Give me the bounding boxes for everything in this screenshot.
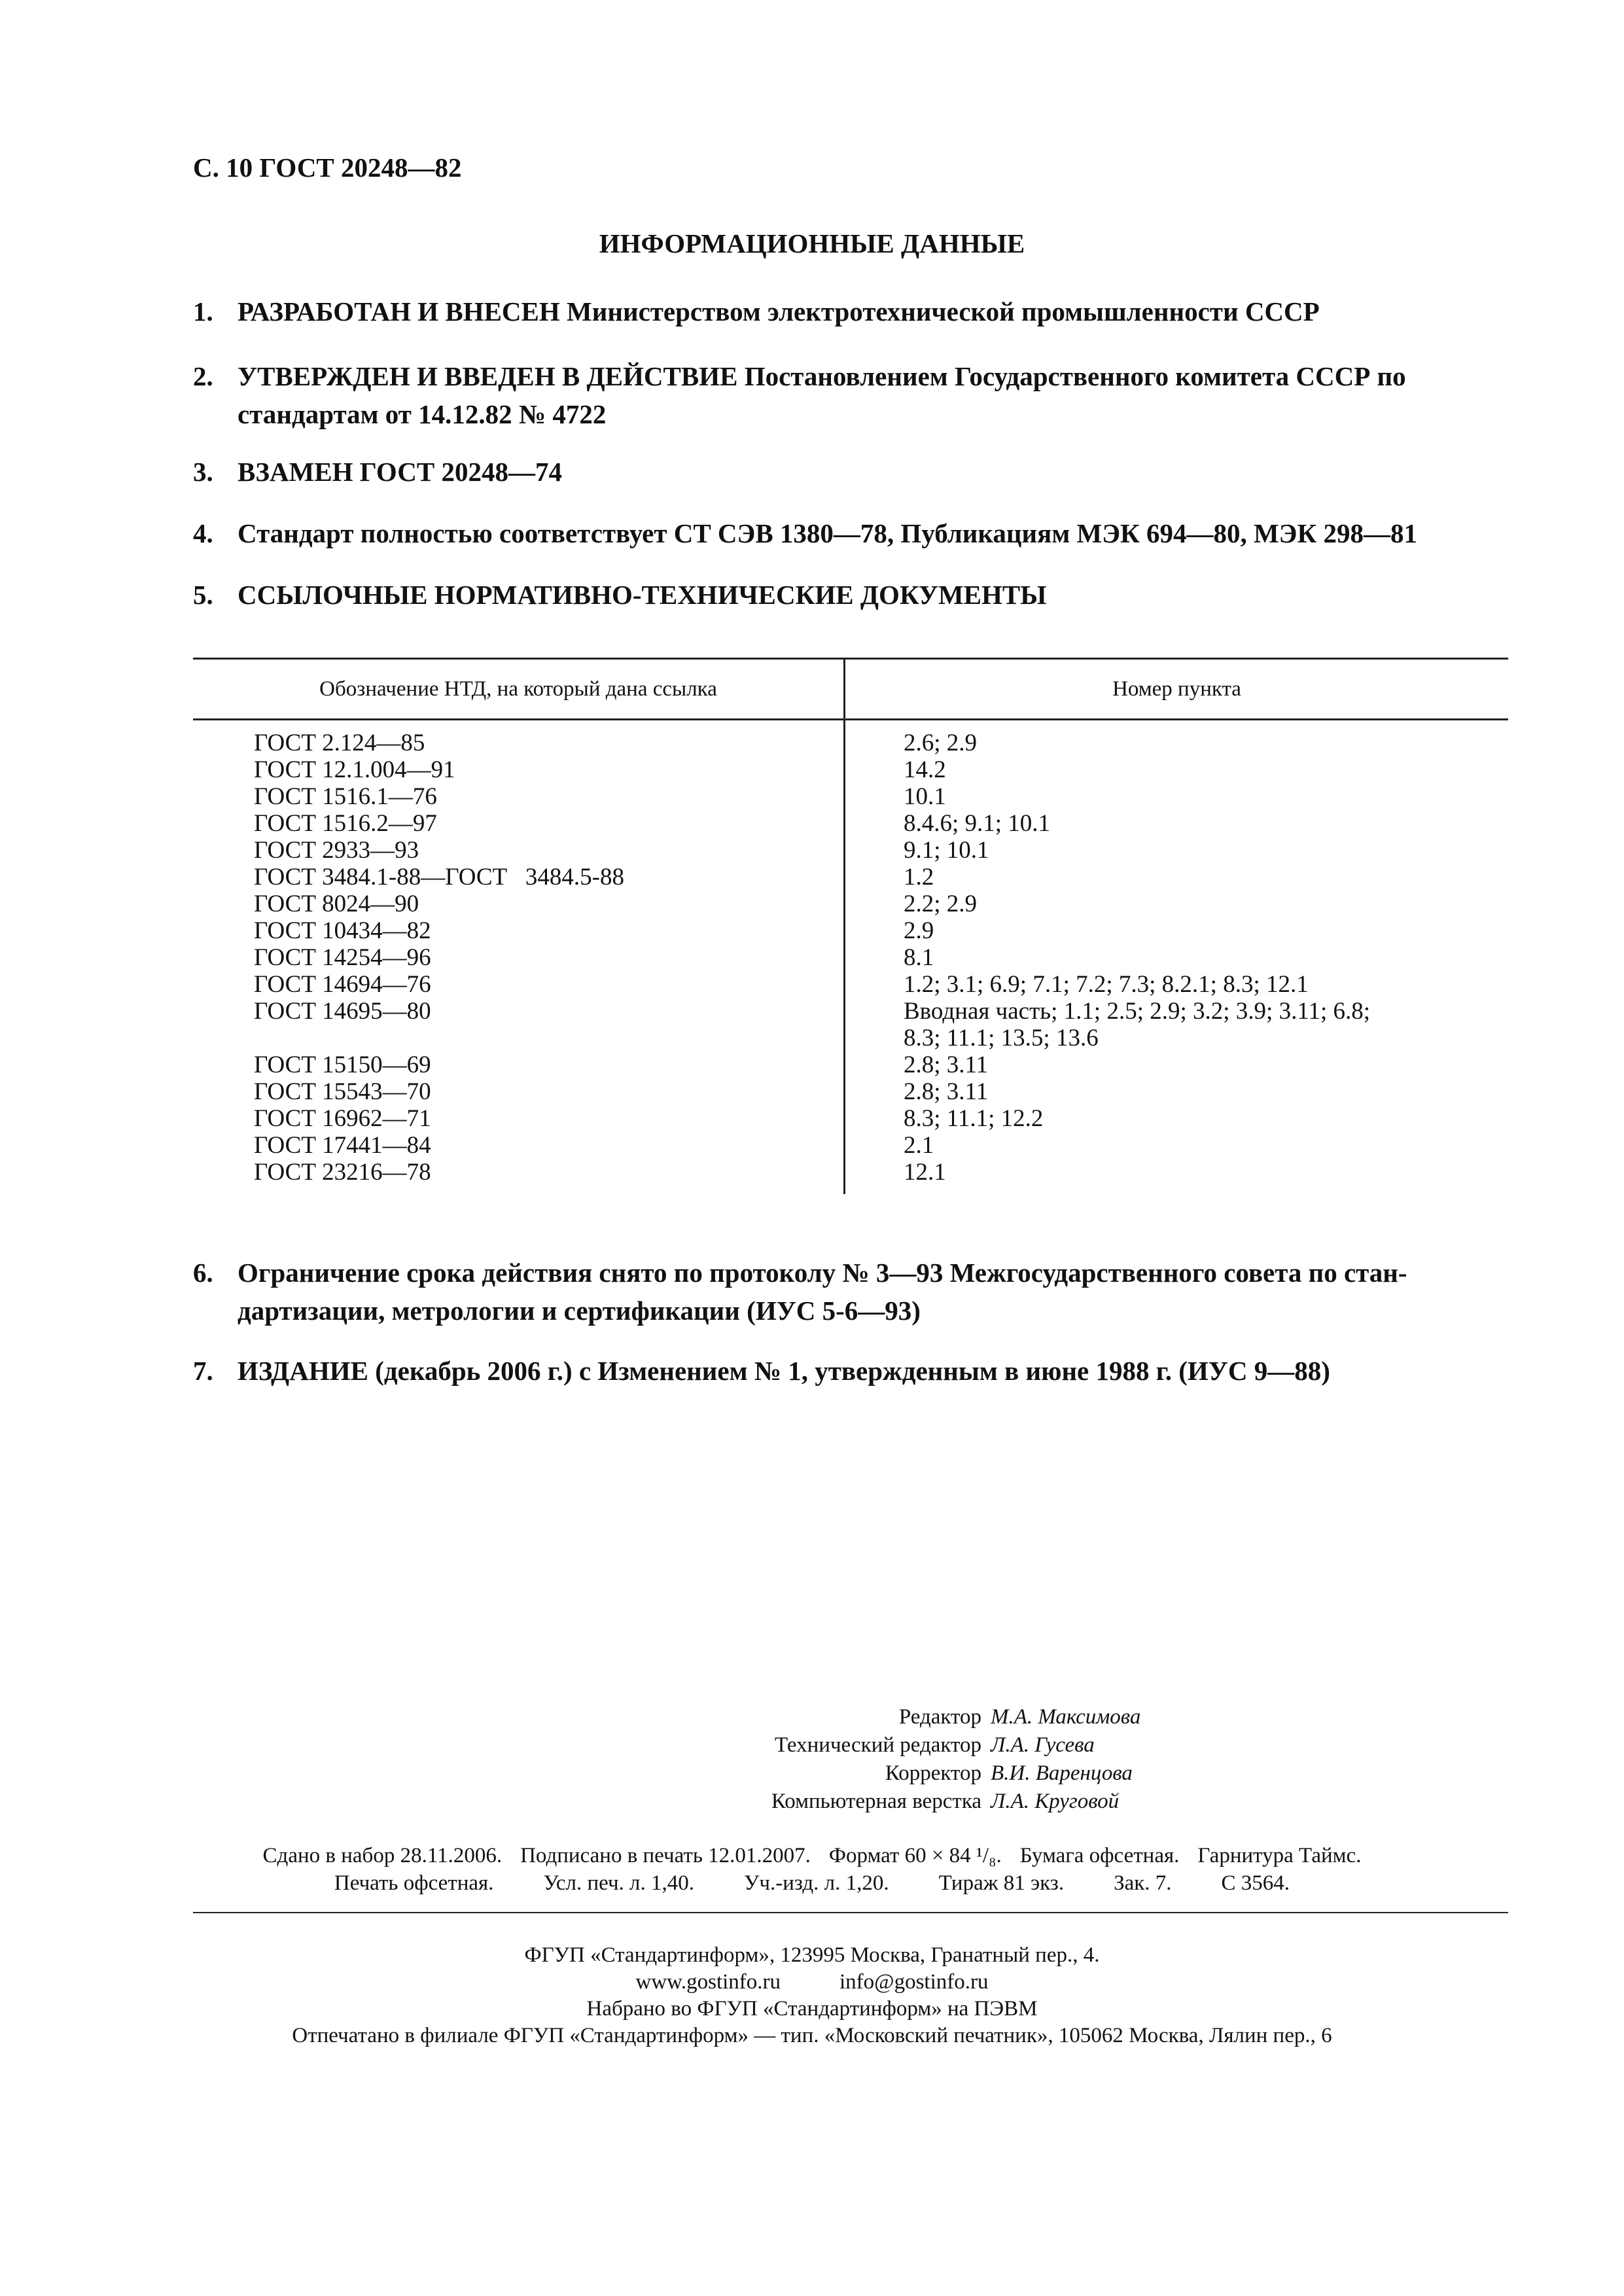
- item-lead: ВЗАМЕН ГОСТ 20248—74: [238, 457, 562, 487]
- item-number: 4.: [193, 518, 213, 548]
- table-header-clause: Номер пункта: [1112, 677, 1241, 701]
- publisher-contacts: [0, 1970, 1624, 1994]
- item-lead: РАЗРАБОТАН И ВНЕСЕН: [238, 296, 560, 327]
- credit-role: Корректор: [885, 1761, 981, 1785]
- table-cell-designation: ГОСТ 15543—70: [254, 1078, 431, 1105]
- table-header-designation: Обозначение НТД, на который дана ссылка: [319, 677, 717, 701]
- table-cell-designation: ГОСТ 1516.1—76: [254, 783, 437, 810]
- document-title: ИНФОРМАЦИОННЫЕ ДАННЫЕ: [599, 228, 1025, 258]
- item-text: Постановлением Государственного комитета СССР по стандартам от 14.12.82 № 4722: [238, 361, 1406, 429]
- item-text: Министерством электротехнической промышленности СССР: [559, 296, 1320, 327]
- imprint-field: Зак. 7.: [1114, 1871, 1172, 1895]
- item-number: 6.: [193, 1258, 213, 1288]
- table-column-divider: [843, 658, 845, 1194]
- table-cell-clause: 2.1: [904, 1132, 934, 1159]
- table-cell-designation: ГОСТ 16962—71: [254, 1105, 431, 1132]
- table-cell-designation: ГОСТ 15150—69: [254, 1051, 431, 1078]
- table-cell-clause: 8.3; 11.1; 12.2: [904, 1105, 1044, 1132]
- table-cell-designation: ГОСТ 10434—82: [254, 917, 431, 944]
- imprint-field: Бумага офсетная.: [1019, 1844, 1180, 1867]
- imprint-field: Сдано в набор 28.11.2006.: [262, 1844, 503, 1867]
- table-cell-designation: ГОСТ 2933—93: [254, 837, 419, 864]
- table-cell-clause: 14.2: [904, 756, 946, 783]
- table-cell-clause: 2.9: [904, 917, 934, 944]
- table-cell-designation: ГОСТ 1516.2—97: [254, 810, 437, 837]
- table-cell-clause: 2.6; 2.9: [904, 730, 978, 756]
- table-cell-clause: 8.1: [904, 944, 934, 971]
- credit-role: Компьютерная верстка: [771, 1790, 981, 1813]
- imprint-field: Формат 60 × 84 ¹/₈.: [828, 1844, 1002, 1867]
- table-header-rule: [193, 718, 1508, 720]
- credit-name: Л.А. Круговой: [991, 1790, 1120, 1813]
- imprint-divider: [193, 1912, 1508, 1913]
- table-cell-clause: 8.4.6; 9.1; 10.1: [904, 810, 1051, 837]
- imprint-field: С 3564.: [1221, 1871, 1290, 1895]
- item-number: 2.: [193, 361, 213, 391]
- item-lead: ССЫЛОЧНЫЕ НОРМАТИВНО-ТЕХНИЧЕСКИЕ ДОКУМЕНТЫ: [238, 580, 1047, 610]
- publisher-print-note: Отпечатано в филиале ФГУП «Стандартинформ» — тип. «Московский печатник», 105062 Москва, Лялин пер., 6: [292, 2024, 1332, 2047]
- imprint-field: Печать офсетная.: [334, 1871, 494, 1895]
- item-5: [193, 576, 1508, 614]
- item-number: 7.: [193, 1356, 213, 1386]
- credit-role: Редактор: [898, 1705, 981, 1729]
- table-cell-clause: Вводная часть; 1.1; 2.5; 2.9; 3.2; 3.9; 3.11; 6.8;: [904, 998, 1371, 1025]
- item-number: 3.: [193, 457, 213, 487]
- item-lead: ИЗДАНИЕ: [238, 1356, 368, 1386]
- imprint-field: Усл. печ. л. 1,40.: [543, 1871, 695, 1895]
- item-4: [193, 514, 1508, 552]
- item-3: [193, 453, 1508, 491]
- imprint-field: Уч.-изд. л. 1,20.: [744, 1871, 889, 1895]
- imprint-field: Тираж 81 экз.: [938, 1871, 1065, 1895]
- imprint-field: Гарнитура Таймс.: [1197, 1844, 1362, 1867]
- table-cell-clause: 8.3; 11.1; 13.5; 13.6: [904, 1025, 1099, 1051]
- item-1: [193, 292, 1508, 330]
- item-text: (декабрь 2006 г.) с Изменением № 1, утвержденным в июне 1988 г. (ИУС 9—88): [368, 1356, 1330, 1386]
- item-lead: УТВЕРЖДЕН И ВВЕДЕН В ДЕЙСТВИЕ: [238, 361, 738, 391]
- table-cell-designation: ГОСТ 8024—90: [254, 891, 419, 917]
- page-header: С. 10 ГОСТ 20248—82: [193, 152, 462, 183]
- table-cell-clause: 12.1: [904, 1159, 946, 1186]
- credit-role: Технический редактор: [775, 1733, 981, 1757]
- publisher-typeset-note: Набрано во ФГУП «Стандартинформ» на ПЭВМ: [586, 1997, 1038, 2021]
- imprint-line-1: [0, 1844, 1624, 1868]
- table-cell-clause: 1.2; 3.1; 6.9; 7.1; 7.2; 7.3; 8.2.1; 8.3; 12.1: [904, 971, 1309, 998]
- table-top-rule: [193, 658, 1508, 660]
- imprint-line-2: [0, 1871, 1624, 1896]
- publisher-website-link[interactable]: www.gostinfo.ru: [635, 1970, 781, 1994]
- credit-name: Л.А. Гусева: [991, 1733, 1095, 1757]
- table-cell-clause: 2.8; 3.11: [904, 1078, 989, 1105]
- table-cell-designation: ГОСТ 14694—76: [254, 971, 431, 998]
- table-cell-clause: 2.2; 2.9: [904, 891, 978, 917]
- table-cell-designation: ГОСТ 14695—80: [254, 998, 431, 1025]
- publisher-email-link[interactable]: info@gostinfo.ru: [839, 1970, 989, 1994]
- table-cell-clause: 2.8; 3.11: [904, 1051, 989, 1078]
- item-text: Стандарт полностью соответствует СТ СЭВ 1380—78, Публикациям МЭК 694—80, МЭК 298—81: [238, 518, 1417, 548]
- table-cell-designation: ГОСТ 3484.1-88—ГОСТ 3484.5-88: [254, 864, 624, 891]
- table-cell-designation: ГОСТ 2.124—85: [254, 730, 425, 756]
- table-cell-designation: ГОСТ 23216—78: [254, 1159, 431, 1186]
- item-number: 5.: [193, 580, 213, 610]
- item-6: [193, 1254, 1508, 1330]
- imprint-field: Подписано в печать 12.01.2007.: [520, 1844, 811, 1867]
- table-cell-clause: 1.2: [904, 864, 934, 891]
- item-text: Ограничение срока действия снято по протоколу № 3—93 Межгосударственного совета по стан-дартизации, метрологии и сертификации (ИУС 5-6—93): [238, 1258, 1407, 1326]
- credit-name: М.А. Максимова: [991, 1705, 1141, 1729]
- table-cell-clause: 9.1; 10.1: [904, 837, 989, 864]
- table-cell-designation: ГОСТ 17441—84: [254, 1132, 431, 1159]
- item-number: 1.: [193, 296, 213, 327]
- item-2: [193, 357, 1508, 433]
- table-cell-clause: 10.1: [904, 783, 946, 810]
- credit-name: В.И. Варенцова: [991, 1761, 1133, 1785]
- publisher-address: ФГУП «Стандартинформ», 123995 Москва, Гранатный пер., 4.: [524, 1943, 1100, 1967]
- item-7: [193, 1352, 1508, 1390]
- table-cell-designation: ГОСТ 14254—96: [254, 944, 431, 971]
- table-cell-designation: ГОСТ 12.1.004—91: [254, 756, 455, 783]
